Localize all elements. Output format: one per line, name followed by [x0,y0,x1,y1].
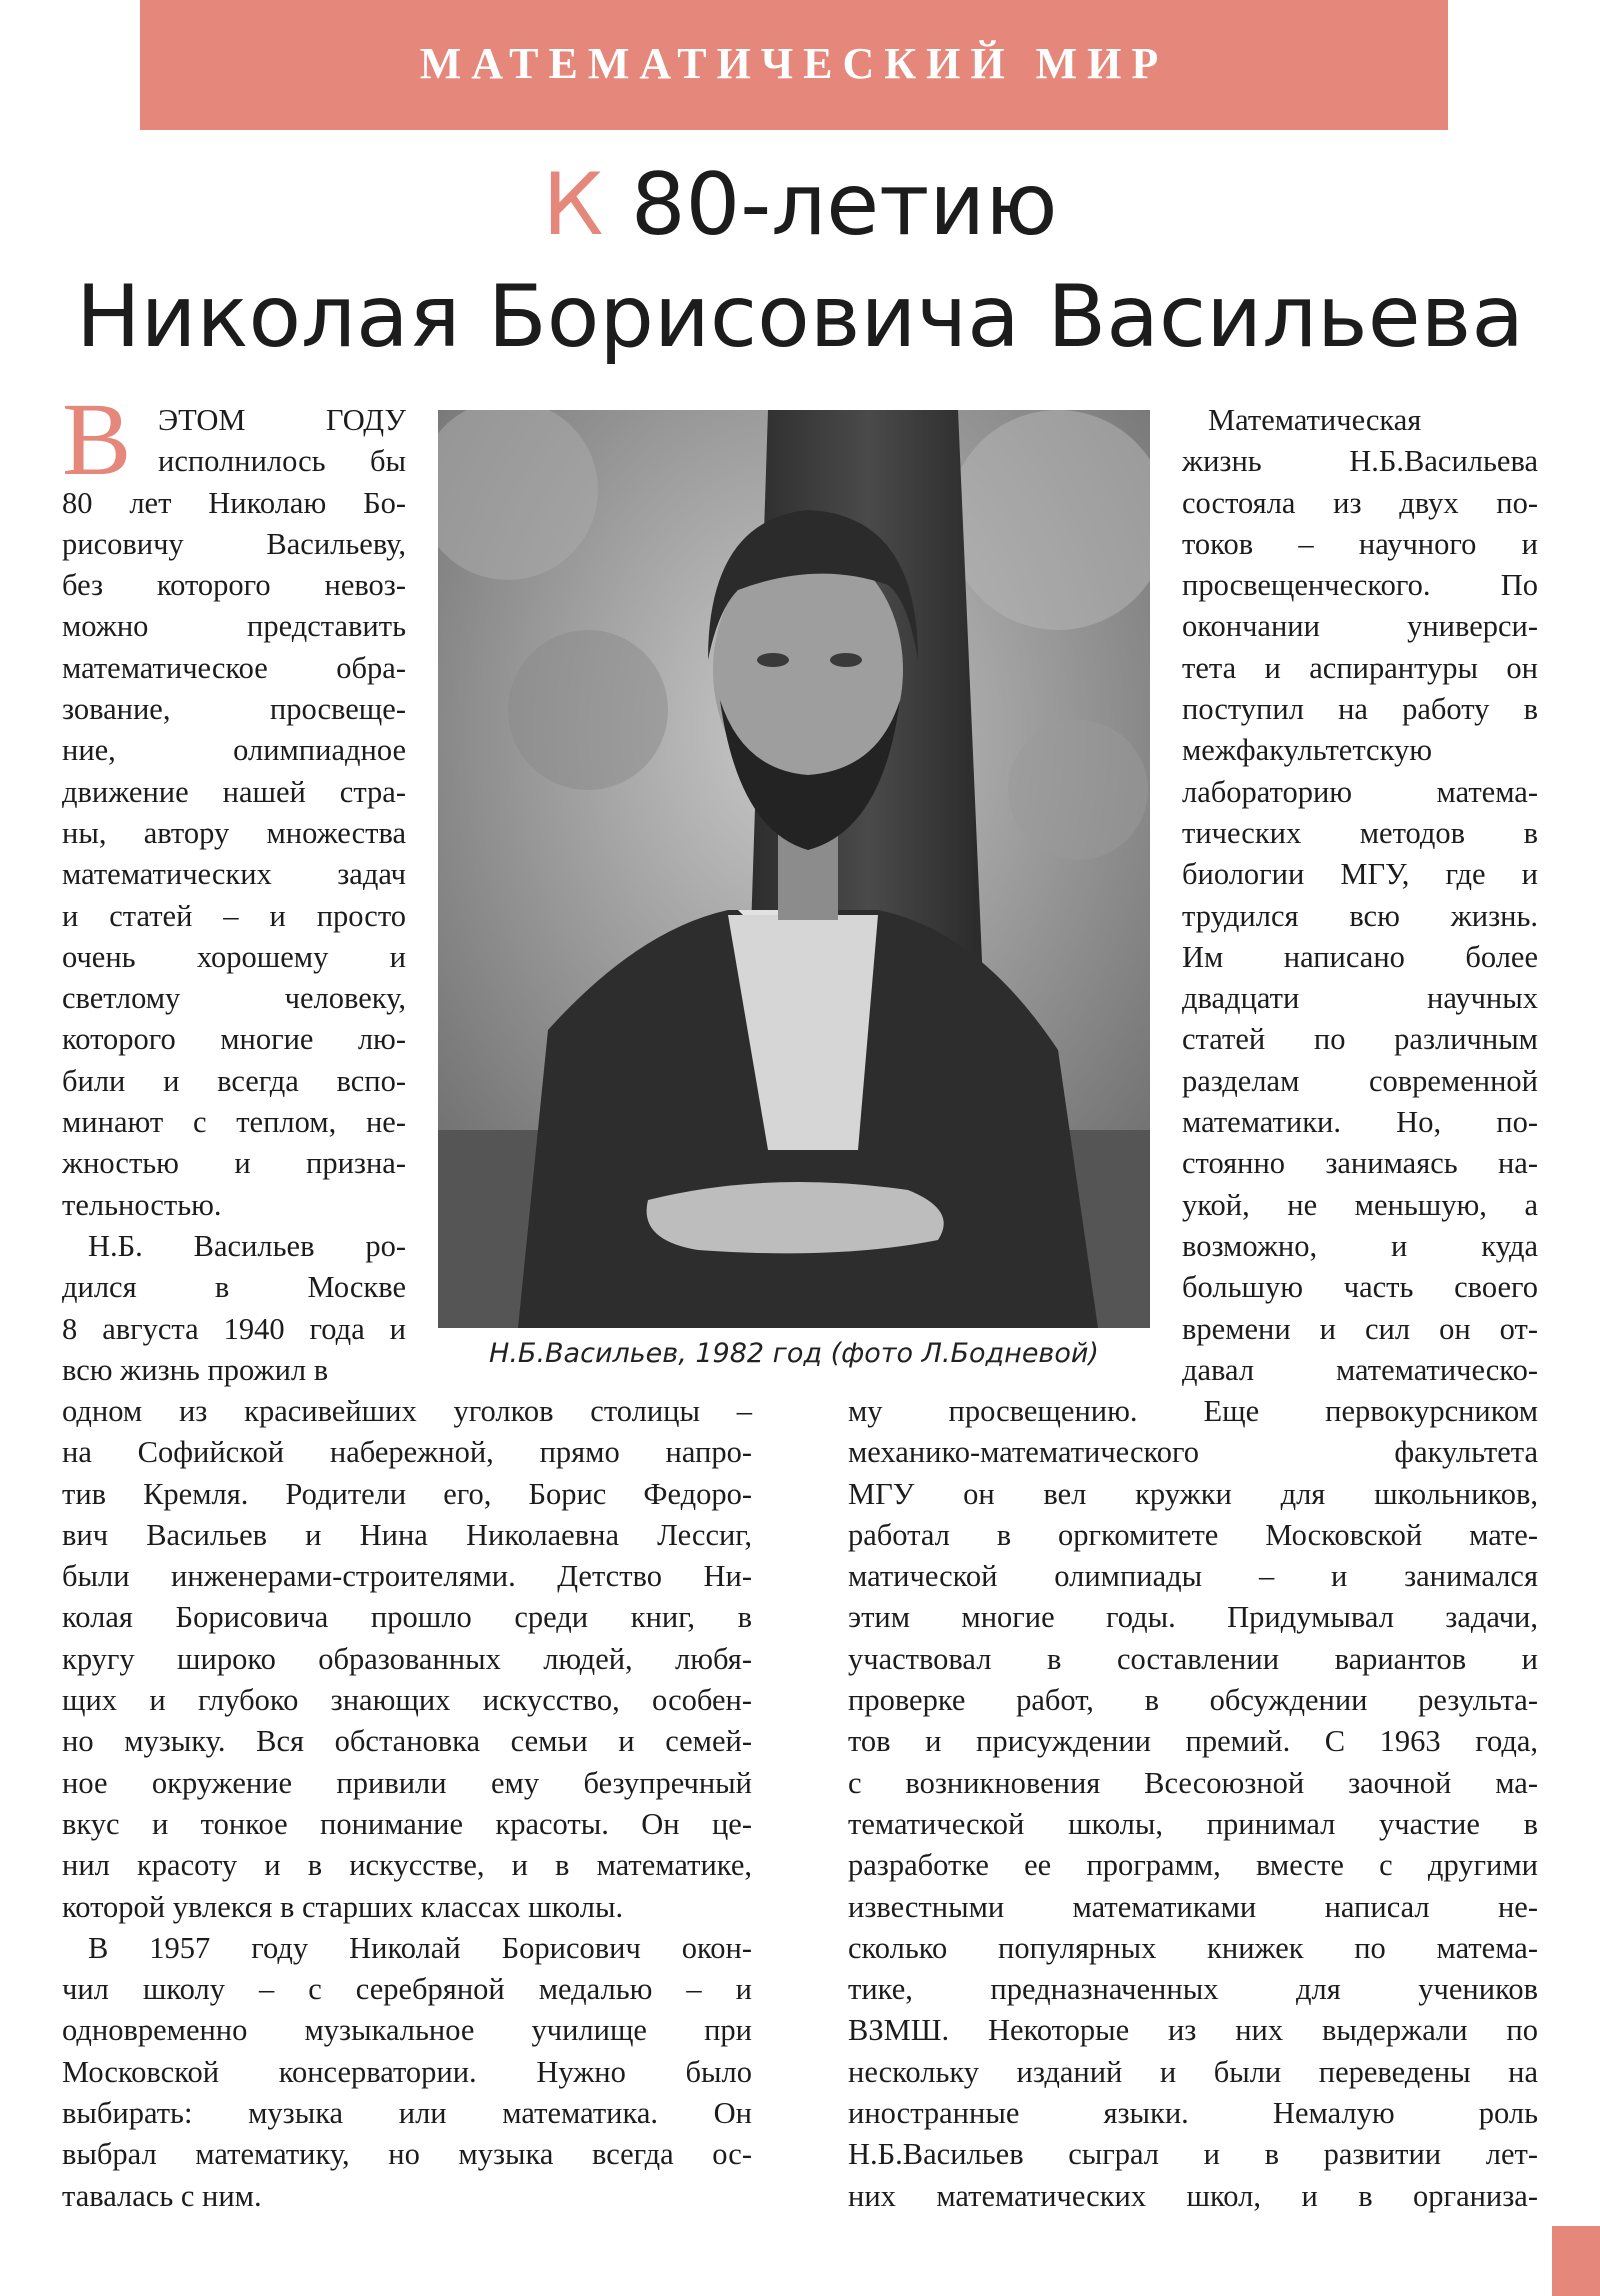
right-bottom-line: сколько популярных книжек по матема- [848,1930,1538,1965]
left-column-line: минают с теплом, не- [62,1105,406,1140]
right-column-line: биологии МГУ, где и [1182,857,1538,892]
right-bottom-line: с возникновения Всесоюзной заочной ма- [848,1765,1538,1800]
left-column-line: 8 августа 1940 года и [62,1311,406,1346]
right-bottom-line: тематической школы, принимал участие в [848,1806,1538,1841]
right-bottom-line: МГУ он вел кружки для школьников, [848,1476,1538,1511]
right-column-line: поступил на работу в [1182,692,1538,727]
left-bottom-line: Московской консерватории. Нужно было [62,2054,752,2089]
left-column-line: дился в Москве [62,1270,406,1305]
right-bottom-line: известными математиками написал не- [848,1889,1538,1924]
right-column-text [1182,400,1538,1391]
right-bottom-line: иностранные языки. Немалую роль [848,2096,1538,2131]
left-bottom-line: выбрал математику, но музыка всегда ос- [62,2137,752,2172]
portrait-photo-image [438,410,1150,1328]
right-column-line: разделам современной [1182,1063,1538,1098]
drop-cap: В [62,382,132,497]
left-column-line: светлому человеку, [62,981,406,1016]
left-bottom-line: колая Борисовича прошло среди книг, в [62,1600,752,1635]
right-bottom-line: тов и присуждении премий. С 1963 года, [848,1724,1538,1759]
right-bottom-text [848,1391,1538,2217]
left-column-line: били и всегда вспо- [62,1063,406,1098]
page-corner-marker [1552,2226,1600,2296]
left-column-line: ЭТОМ ГОДУ [158,403,406,437]
left-bottom-line: нил красоту и в искусстве, и в математике, [62,1848,752,1883]
right-column-line: состояла из двух по- [1182,485,1538,520]
right-column-line: стоянно занимаясь на- [1182,1146,1538,1181]
left-bottom-line: но музыку. Вся обстановка семьи и семей- [62,1724,752,1759]
left-bottom-line: В 1957 году Николай Борисович окон- [88,1930,752,1965]
right-column-line: времени и сил он от- [1182,1311,1538,1346]
headline-line-1-text: 80-летию [603,155,1058,255]
right-column-line: межфакультетскую [1182,733,1433,768]
left-bottom-line: выбирать: музыка или математика. Он [62,2096,752,2131]
right-bottom-line: участвовал в составлении вариантов и [848,1641,1538,1676]
left-bottom-line: чил школу – с серебряной медалью – и [62,1972,752,2007]
right-bottom-line: тике, предназначенных для учеников [848,1972,1538,2007]
left-column-line: математических задач [62,857,406,892]
left-column-text [62,400,406,1391]
right-column-line: токов – научного и [1182,526,1538,561]
right-column-line: большую часть своего [1182,1270,1538,1305]
left-column-line: рисовичу Васильеву, [62,526,406,561]
right-column-line: просвещенческого. По [1182,568,1538,603]
right-column-line: Им написано более [1182,939,1538,974]
right-column-line: Математическая [1208,403,1422,437]
left-column-line: можно представить [62,609,406,644]
left-column-line: зование, просвеще- [62,692,406,727]
left-bottom-line: вкус и тонкое понимание красоты. Он це- [62,1806,752,1841]
right-column-line: статей по различным [1182,1022,1538,1057]
left-column-line: всю жизнь прожил в [62,1352,329,1387]
right-bottom-line: проверке работ, в обсуждении результа- [848,1683,1538,1718]
headline-accent-letter: К [542,155,604,255]
right-column-line: укой, не меньшую, а [1182,1187,1538,1222]
left-column-line: ны, автору множества [62,815,406,850]
right-bottom-line: ВЗМШ. Некоторые из них выдержали по [848,2013,1538,2048]
left-column-line: математическое обра- [62,650,406,685]
photo-caption: Н.Б.Васильев, 1982 год (фото Л.Бодневой) [489,1338,1099,1369]
left-column-line: тельностью. [62,1187,222,1222]
right-bottom-line: нескольку изданий и были переведены на [848,2054,1538,2089]
left-bottom-line: на Софийской набережной, прямо напро- [62,1435,752,1470]
left-column-line: без которого невоз- [62,568,406,603]
right-bottom-line: разработке ее программ, вместе с другими [848,1848,1538,1883]
right-column-line: трудился всю жизнь. [1182,898,1538,933]
left-bottom-line: тив Кремля. Родители его, Борис Федоро- [62,1476,752,1511]
left-bottom-line: вич Васильев и Нина Николаевна Лессиг, [62,1517,752,1552]
left-column-line: Н.Б. Васильев ро- [88,1228,406,1263]
left-column-line: жностью и призна- [62,1146,406,1181]
left-column-line: которого многие лю- [62,1022,406,1057]
left-bottom-line: были инженерами-строителями. Детство Ни- [62,1559,752,1594]
left-bottom-line: тавалась с ним. [62,2178,262,2213]
left-bottom-line: одном из красивейших уголков столицы – [62,1394,752,1428]
right-column-line: тета и аспирантуры он [1182,650,1538,685]
right-column-line: давал математическо- [1182,1352,1538,1387]
section-banner [140,0,1448,130]
left-column-line: и статей – и просто [62,898,406,933]
left-bottom-line: одновременно музыкальное училище при [62,2013,752,2048]
right-column-line: жизнь Н.Б.Васильева [1182,444,1538,479]
left-column-line: движение нашей стра- [62,774,406,809]
right-column-line: окончании универси- [1182,609,1538,644]
headline-line-1 [40,150,1560,260]
right-bottom-line: му просвещению. Еще первокурсником [848,1394,1538,1428]
left-bottom-line: ное окружение привили ему безупречный [62,1765,752,1800]
right-column-line: математики. Но, по- [1182,1105,1538,1140]
right-column-line: тических методов в [1182,815,1538,850]
portrait-photo [438,410,1150,1328]
right-bottom-line: этим многие годы. Придумывал задачи, [848,1600,1538,1635]
left-bottom-line: щих и глубоко знающих искусство, особен- [62,1683,752,1718]
right-column-line: возможно, и куда [1182,1228,1538,1263]
left-column-line: исполнилось бы [158,444,406,479]
right-bottom-line: матической олимпиады – и занимался [848,1559,1538,1594]
section-title: МАТЕМАТИЧЕСКИЙ МИР [419,39,1169,88]
left-bottom-line: которой увлекся в старших классах школы. [62,1889,624,1924]
left-column-line: ние, олимпиадное [62,733,406,768]
left-column-line: очень хорошему и [62,939,406,974]
left-bottom-text [62,1391,752,2217]
headline-line-2: Николая Борисовича Васильева [75,267,1525,367]
left-bottom-line: кругу широко образованных людей, любя- [62,1641,752,1676]
right-column-line: двадцати научных [1182,981,1538,1016]
right-bottom-line: Н.Б.Васильев сыграл и в развитии лет- [848,2137,1538,2172]
right-bottom-line: механико-математического факультета [848,1435,1538,1470]
right-bottom-line: работал в оргкомитете Московской мате- [848,1517,1538,1552]
right-bottom-line: них математических школ, и в организа- [848,2178,1538,2213]
left-column-line: 80 лет Николаю Бо- [62,485,406,520]
right-column-line: лабораторию матема- [1182,774,1538,809]
